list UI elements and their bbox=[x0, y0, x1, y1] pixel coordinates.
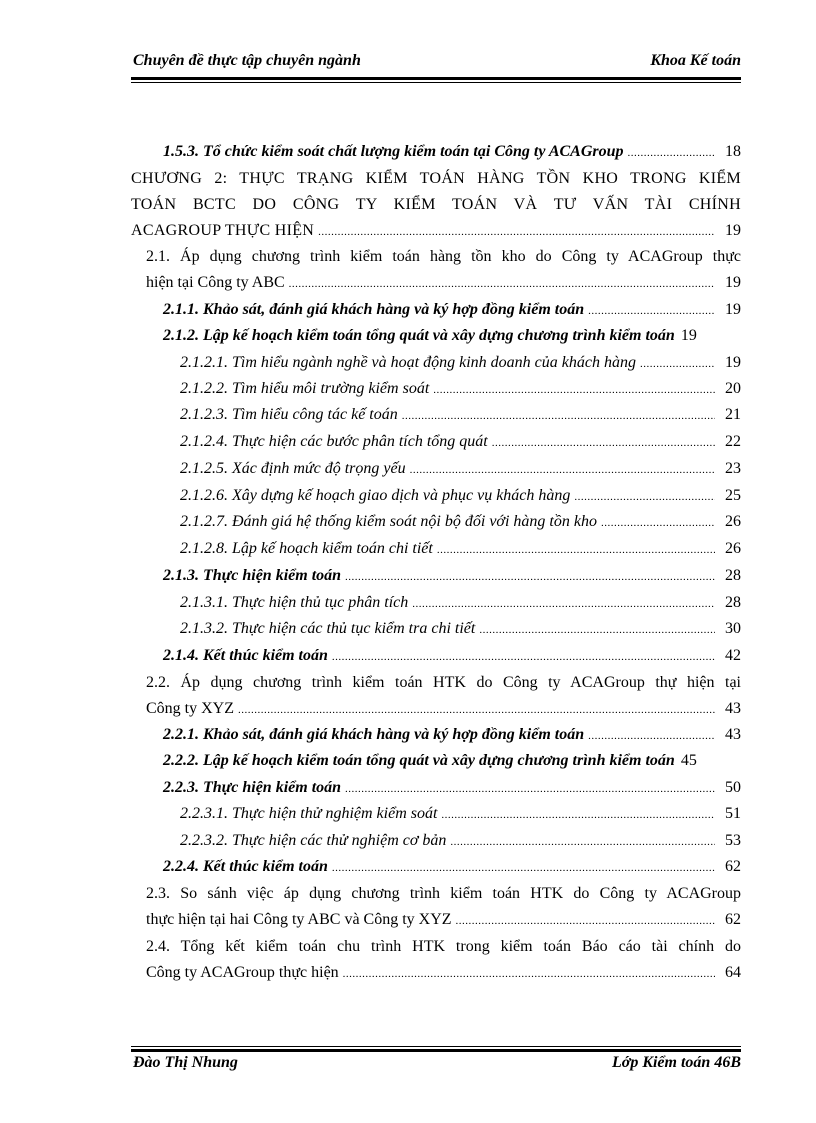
leader-dots bbox=[574, 484, 715, 510]
toc-entry-text: 2.4. Tổng kết kiểm toán chu trình HTK trong kiểm toán Báo cáo tài chính do bbox=[146, 938, 741, 955]
toc-page-number: 26 bbox=[725, 513, 741, 530]
toc-entry-text: 2.1.2.5. Xác định mức độ trọng yếu bbox=[180, 460, 406, 477]
toc-page-number: 21 bbox=[725, 406, 741, 423]
toc-entry-text: 2.2.3.2. Thực hiện các thử nghiệm cơ bản bbox=[180, 832, 447, 849]
toc-page-number: 62 bbox=[725, 858, 741, 875]
toc-entry-2-2-3-1[interactable] bbox=[180, 801, 741, 827]
toc-entry-2-1-2-8[interactable] bbox=[180, 536, 741, 562]
toc-page-number: 19 bbox=[725, 222, 741, 239]
leader-dots bbox=[238, 697, 715, 723]
toc-entry-text: 2.1.2.3. Tìm hiểu công tác kế toán bbox=[180, 406, 398, 423]
toc-entry-text: ACAGROUP THỰC HIỆN bbox=[131, 222, 315, 239]
toc-entry-2-4[interactable] bbox=[146, 934, 741, 986]
toc-page-number: 19 bbox=[725, 274, 741, 291]
toc-entry-text: 2.2.3.1. Thực hiện thử nghiệm kiểm soát bbox=[180, 805, 438, 822]
toc-page-number: 43 bbox=[725, 700, 741, 717]
leader-dots bbox=[433, 377, 715, 403]
toc-entry-text: Công ty XYZ bbox=[146, 700, 234, 717]
toc-entry-2-2-2[interactable] bbox=[163, 748, 741, 774]
toc-page-number: 42 bbox=[725, 647, 741, 664]
toc-entry-text: 2.1.2.8. Lập kế hoạch kiểm toán chi tiết bbox=[180, 540, 433, 557]
leader-dots bbox=[450, 829, 715, 855]
toc-entry-2-2-1[interactable] bbox=[163, 722, 741, 748]
leader-dots bbox=[332, 644, 715, 670]
toc-entry-text: 2.1.2. Lập kế hoạch kiểm toán tổng quát và xây dựng chương trình kiểm toán bbox=[163, 327, 675, 344]
footer-class: Lớp Kiểm toán 46B bbox=[611, 1054, 741, 1071]
toc-page-number: 19 bbox=[680, 327, 697, 344]
leader-dots bbox=[345, 776, 715, 802]
header-department: Khoa Kế toán bbox=[650, 52, 741, 69]
toc-entry-text: 2.1.2.6. Xây dựng kế hoạch giao dịch và phục vụ khách hàng bbox=[180, 487, 571, 504]
toc-entry-text: thực hiện tại hai Công ty ABC và Công ty XYZ bbox=[146, 911, 452, 928]
toc-entry-text: 2.2.4. Kết thúc kiểm toán bbox=[163, 858, 328, 875]
toc-entry-text: 2.2. Áp dụng chương trình kiểm toán HTK do Công ty ACAGroup thự hiện tại bbox=[146, 674, 741, 691]
toc-entry-2-1-2-5[interactable] bbox=[180, 456, 741, 482]
toc-entry-text: 2.2.2. Lập kế hoạch kiểm toán tổng quát và xây dựng chương trình kiểm toán bbox=[163, 752, 675, 769]
toc-entry-2-2-3-2[interactable] bbox=[180, 828, 741, 854]
leader-dots bbox=[345, 564, 715, 590]
toc-entry-2-1-2-3[interactable] bbox=[180, 402, 741, 428]
leader-dots bbox=[492, 430, 715, 456]
toc-entry-text: 2.3. So sánh việc áp dụng chương trình kiểm toán HTK do Công ty ACAGroup bbox=[146, 885, 741, 902]
leader-dots bbox=[588, 298, 715, 324]
toc-page-number: 28 bbox=[725, 594, 741, 611]
toc-entry-text: 2.2.1. Khảo sát, đánh giá khách hàng và ký hợp đồng kiểm toán bbox=[163, 726, 585, 743]
toc-entry-2-2-4[interactable] bbox=[163, 854, 741, 880]
toc-entry-2-1-3-1[interactable] bbox=[180, 590, 741, 616]
leader-dots bbox=[343, 961, 715, 987]
leader-dots bbox=[640, 351, 715, 377]
toc-entry-2-3[interactable] bbox=[146, 881, 741, 933]
leader-dots bbox=[601, 510, 715, 536]
toc-entry-2-2-3[interactable] bbox=[163, 775, 741, 801]
toc-entry-text: 2.1.4. Kết thúc kiểm toán bbox=[163, 647, 328, 664]
toc-page-number: 45 bbox=[680, 752, 697, 769]
toc-page-number: 64 bbox=[725, 964, 741, 981]
toc-entry-text: CHƯƠNG 2: THỰC TRẠNG KIỂM TOÁN HÀNG TỒN KHO TRONG KIỂM bbox=[131, 170, 741, 187]
toc-entry-text: 2.1.2.7. Đánh giá hệ thống kiểm soát nội bộ đối với hàng tồn kho bbox=[180, 513, 597, 530]
leader-dots bbox=[588, 723, 715, 749]
leader-dots bbox=[410, 457, 715, 483]
toc-entry-text: 2.1.2.2. Tìm hiểu môi trường kiểm soát bbox=[180, 380, 430, 397]
leader-dots bbox=[289, 271, 715, 297]
toc-entry-text: 2.1.1. Khảo sát, đánh giá khách hàng và ký hợp đồng kiểm toán bbox=[163, 301, 585, 318]
toc-page-number: 43 bbox=[725, 726, 741, 743]
leader-dots bbox=[318, 219, 715, 245]
toc-page-number: 22 bbox=[725, 433, 741, 450]
toc-page-number: 19 bbox=[725, 354, 741, 371]
toc-entry-text: TOÁN BCTC DO CÔNG TY KIỂM TOÁN VÀ TƯ VẤN TÀI CHÍNH bbox=[131, 196, 741, 213]
leader-dots bbox=[332, 855, 715, 881]
toc-page-number: 25 bbox=[725, 487, 741, 504]
leader-dots bbox=[456, 908, 715, 934]
toc-page-number: 18 bbox=[725, 143, 741, 160]
toc-entry-1-5-3[interactable] bbox=[163, 139, 741, 165]
toc-entry-2-1-2-7[interactable] bbox=[180, 509, 741, 535]
leader-dots bbox=[437, 537, 715, 563]
header-title: Chuyên đề thực tập chuyên ngành bbox=[133, 52, 361, 69]
toc-page-number: 23 bbox=[725, 460, 741, 477]
footer-author: Đào Thị Nhung bbox=[133, 1054, 238, 1071]
toc-entry-2-1-2-4[interactable] bbox=[180, 429, 741, 455]
toc-page-number: 26 bbox=[725, 540, 741, 557]
toc-page-number: 20 bbox=[725, 380, 741, 397]
leader-dots bbox=[479, 617, 715, 643]
toc-entry-2-1-2-6[interactable] bbox=[180, 483, 741, 509]
toc-entry-2-1-3[interactable] bbox=[163, 563, 741, 589]
toc-entry-2-1-4[interactable] bbox=[163, 643, 741, 669]
toc-entry-text: 2.1.3.2. Thực hiện các thủ tục kiểm tra chi tiết bbox=[180, 620, 476, 637]
toc-entry-chapter-2[interactable] bbox=[131, 166, 741, 244]
toc-entry-2-1-2-1[interactable] bbox=[180, 350, 741, 376]
toc-entry-text: 2.1.3.1. Thực hiện thủ tục phân tích bbox=[180, 594, 409, 611]
toc-entry-text: Công ty ACAGroup thực hiện bbox=[146, 964, 339, 981]
leader-dots bbox=[441, 802, 715, 828]
toc-entry-2-1-3-2[interactable] bbox=[180, 616, 741, 642]
toc-entry-text: 2.1.2.1. Tìm hiểu ngành nghề và hoạt động kinh doanh của khách hàng bbox=[180, 354, 636, 371]
page-footer bbox=[131, 1052, 741, 1078]
toc-page-number: 62 bbox=[725, 911, 741, 928]
toc-page-number: 19 bbox=[725, 301, 741, 318]
toc-entry-2-1-2[interactable] bbox=[163, 323, 741, 349]
toc-entry-text: 2.1. Áp dụng chương trình kiểm toán hàng tồn kho do Công ty ACAGroup thực bbox=[146, 248, 741, 265]
toc-entry-text: 1.5.3. Tổ chức kiểm soát chất lượng kiểm toán tại Công ty ACAGroup bbox=[163, 143, 624, 160]
toc-entry-text: 2.1.2.4. Thực hiện các bước phân tích tổng quát bbox=[180, 433, 488, 450]
toc-page-number: 28 bbox=[725, 567, 741, 584]
toc-page-number: 30 bbox=[725, 620, 741, 637]
toc-entry-2-1-2-2[interactable] bbox=[180, 376, 741, 402]
toc-entry-text: 2.1.3. Thực hiện kiểm toán bbox=[163, 567, 342, 584]
toc-entry-2-2[interactable] bbox=[146, 670, 741, 722]
toc-page-number: 51 bbox=[725, 805, 741, 822]
toc-page-number: 50 bbox=[725, 779, 741, 796]
toc-entry-text: hiện tại Công ty ABC bbox=[146, 274, 285, 291]
toc-page-number: 53 bbox=[725, 832, 741, 849]
toc-entry-2-1[interactable] bbox=[146, 244, 741, 296]
toc-entry-2-1-1[interactable] bbox=[163, 297, 741, 323]
leader-dots bbox=[402, 403, 715, 429]
leader-dots bbox=[628, 140, 715, 166]
toc-entry-text: 2.2.3. Thực hiện kiểm toán bbox=[163, 779, 342, 796]
leader-dots bbox=[412, 591, 715, 617]
